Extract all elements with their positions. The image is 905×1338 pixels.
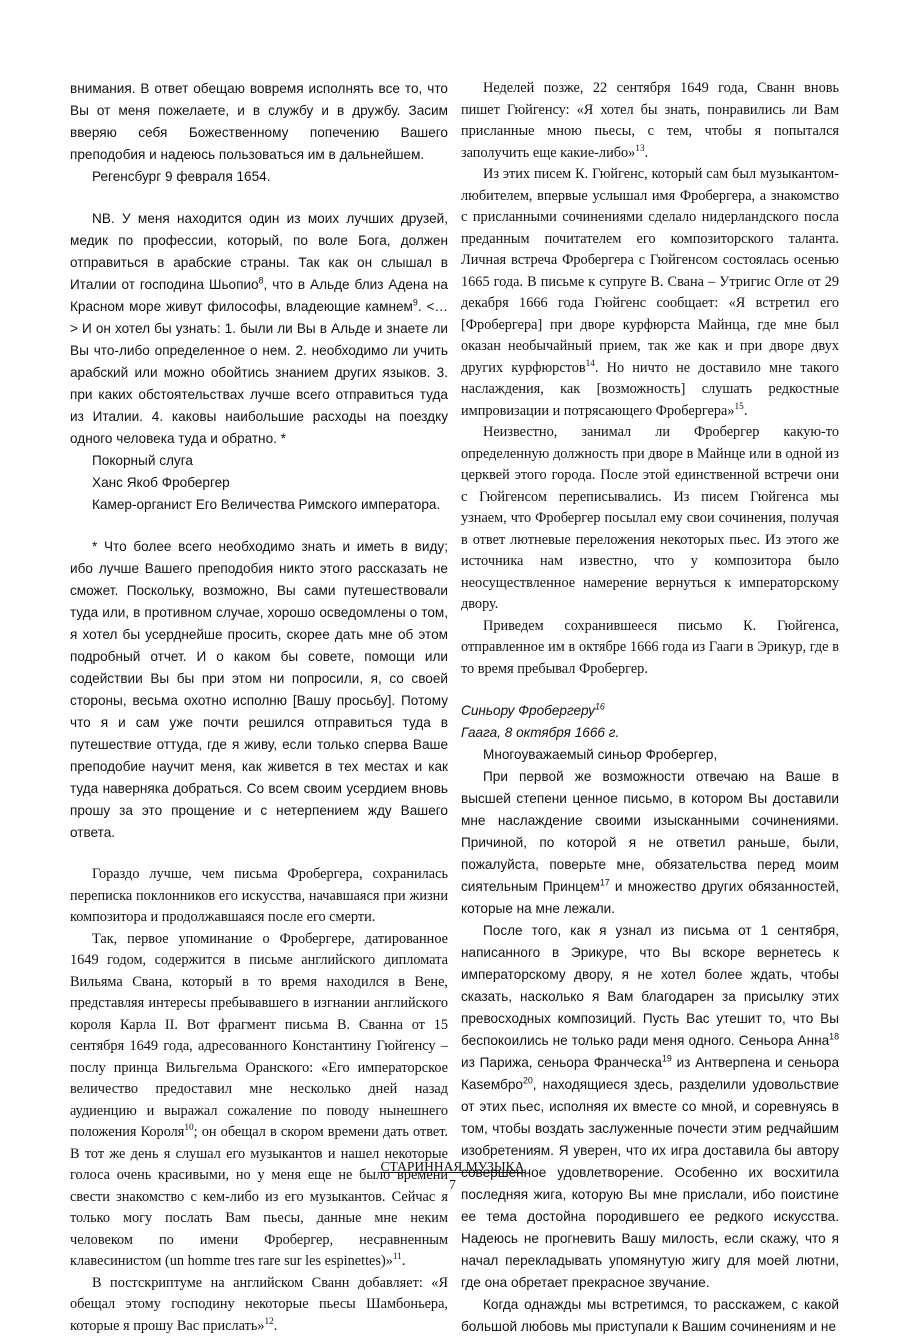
body-paragraph: Неизвестно, занимал ли Фробергер какую-то определенную должность при дворе в Майнце или в одной из церквей этого города. После этой единственной встречи они с Гюйгенсом переписывались. Из писем Гюйгенса мы узнаем, что Фробергер посылал ему свои сочинения, получая в ответ лютневые переложения некоторых пьес. Из этого же источника нам известно, что у композитора было неосуществленное намерение вернуться к императорскому двору. [461, 424, 839, 612]
page-footer [0, 1158, 905, 1194]
body-paragraph: Гораздо лучше, чем письма Фробергера, сохранилась переписка поклонников его искусства, начавшаяся при жизни композитора и продолжавшаяся после его смерти. [70, 866, 448, 925]
right-column [461, 78, 839, 1338]
journal-title: СТАРИННАЯ МУЗЫКА [380, 1159, 525, 1174]
footnote-ref: 11 [392, 1252, 402, 1263]
letter-paragraph: После того, как я узнал из письма от 1 сентября, написанного в Эрикуре, что Вы вскоре вернетесь к императорскому двору, я не хотел более ждать, чтобы сказать, насколько я Вам благодарен за присылку этих превосходных композиций. Пусть Вас утешит то, что Вы беспокоились не только ради меня одного. Сеньора Анна$^{18}$ из Парижа, сеньора Франческа$^{19}$ из Антверпена и сеньора Каѕембро$^{20}$, находящиеся здесь, разделили удовольствие от этих пьес, исполняя их вместе со мной, и соревнуясь в том, чтобы воздать заслуженные почести этим редчайшим изобретениям. Я уверен, что их игра доставила бы автору совершенное удовлетворение. Особенно их восхитила последняя жига, которую Вы мне прислали, ибо поистине ее тема достойна породившего ее редкого искусства. Надеюсь не прогневить Вашу милость, если скажу, что я начал перекладывать упомянутую жигу для моей лютни, где она обретает прекрасное звучание. [461, 923, 839, 1290]
body-paragraph: Приведем сохранившееся письмо К. Гюйгенса, отправленное им в октябре 1666 года из Гааги в Эрикур, где в то время пребывал Фробергер. [461, 617, 839, 677]
footnote-ref: 9 [412, 297, 418, 308]
letter-addressee: Синьору Фробергеру$^{16}$ [461, 701, 605, 718]
letter-place-date: Гаага, 8 октября 1666 г. [461, 725, 620, 740]
footnote-ref: 8 [258, 275, 264, 286]
letter-paragraph: внимания. В ответ обещаю вовремя исполнять все то, что Вы от меня пожелаете, и в службу и в дружбу. Засим вверяю себя Божественному попечению Вашего преподобия и надеюсь пользоваться им в дальнейшем. [70, 81, 448, 162]
footnote-ref: 19 [661, 1053, 672, 1064]
footnote-ref: 15 [734, 401, 744, 412]
letter-date: Регенсбург 9 февраля 1654. [92, 169, 271, 184]
signature-name: Ханс Якоб Фробергер [92, 475, 230, 490]
footnote-ref: 16 [594, 701, 605, 712]
footnote-ref: 12 [264, 1316, 274, 1327]
footnote-ref: 13 [635, 143, 645, 154]
letter-salutation: Многоуважаемый синьор Фробергер, [483, 747, 718, 762]
page-number: 7 [449, 1177, 456, 1192]
body-paragraph: Неделей позже, 22 сентября 1649 года, Сванн вновь пишет Гюйгенсу: «Я хотел бы знать, понравились ли Вам присланные мною пьесы, с тем, чтобы я попытался заполучить еще какие-либо»$^{13}$. [461, 80, 839, 161]
body-paragraph: Так, первое упоминание о Фробергере, датированное 1649 годом, содержится в письме английского дипломата Вильяма Свана, который в то время находился в Вене, представляя интересы пребывавшего в изгнании английского короля Карла II. Вот фрагмент письма В. Сванна от 15 сентября 1649 года, адресованного Константину Гюйгенсу – послу принца Вильгельма Оранского: «Его императорское величество предоставил мне несколько дней назад аудиенцию и выражал сожаление по поводу нынешнего положения Короля$^{10}$; он обещал в скором времени дать ответ. В тот же день я слушал его музыкантов и нашел некоторые голоса очень красивыми, но у меня еще не было времени свести знакомство с кем-либо из его музыкантов. Сейчас я только могу послать Вам пьесы, данные мне неким человеком по имени Фробергер, несравненным клавесинистом (un homme tres rare sur les espinettes)»$^{11}$. [70, 930, 448, 1269]
footnote-ref: 18 [829, 1031, 839, 1042]
body-paragraph: Из этих писем К. Гюйгенс, который сам был музыкантом-любителем, впервые услышал имя Фробергера, а знакомство с присланными сочинениями сделало нидерландского посла преданным почитателем его композиторского таланта. Личная встреча Фробергера с Гюйгенсом состоялась осенью 1665 года. В письме к супруге В. Свана – Утригис Огле от 29 декабря 1666 года Гюйгенс сообщает: «Я встретил его [Фробергера] при дворе курфюрста Майнца, где мне был оказан необычайный прием, так же как и при дворе двух других курфюрстов$^{14}$. Но ничто не доставило мне такого наслаждения, как [возможность] слушать редкостные импровизации и потрясающего Фробергера»$^{15}$. [461, 166, 839, 419]
letter-paragraph: При первой же возможности отвечаю на Ваше в высшей степени ценное письмо, в котором Вы доставили мне наслаждение своими изысканными сочинениями. Причиной, по которой я не ответил раньше, были, пожалуйста, поверьте мне, обязательства перед моим сиятельным Принцем$^{17}$ и множество других обязанностей, которые на мне лежали. [461, 769, 839, 916]
nb-paragraph: NB. У меня находится один из моих лучших друзей, медик по профессии, который, по воле Бога, должен отправиться в арабские страны. Так как он слышал в Италии от господина Шьопио$^8$, что в Альде близ Адена на Красном море живут философы, владеющие камнем$^9$. <…> И он хотел бы узнать: 1. были ли Вы в Альде и знаете ли Вы что-либо определенное о нем. 2. необходимо ли учить арабский или можно обойтись знанием других языков. 3. при каких обстоятельствах лучше всего отправиться туда из Италии. 4. каковы наибольшие расходы на поездку одного человека туда и обратно. * [70, 211, 448, 446]
footnote-ref: 17 [599, 877, 610, 888]
signature-line: Покорный слуга [92, 453, 193, 468]
body-paragraph: В постскриптуме на английском Сванн добавляет: «Я обещал этому господину некоторые пьесы Шамбоньера, которые я прошу Вас прислать»$^{12}$. [70, 1274, 448, 1334]
letter-paragraph: Когда однажды мы встретимся, то расскажем, с какой большой любовь мы приступали к Вашим сочинениям и не [461, 1297, 839, 1334]
footnote-ref: 14 [585, 358, 595, 369]
footnote-ref: 10 [184, 1123, 194, 1134]
asterisk-note: * Что более всего необходимо знать и иметь в виду; ибо лучше Вашего преподобия никто этого рассказать не сможет. Поскольку, возможно, Вы сами путешествовали туда или, в противном случае, хорошо осведомлены о том, я хотел бы усерднейше просить, скорее дать мне об этом подробный отчет. И о каком бы совете, помощи или содействии Вы бы при этом ни попросили, я, со своей стороны, весьма охотно исполню [Вашу просьбу]. Потому что я и сам уже почти решился отправиться туда в путешествие оттуда, где я живу, если только сперва Ваше преподобие научит меня, как живется в тех местах и как туда наверняка добраться. Со всем своим усердием вновь прошу за это прощение и с нетерпением жду Вашего ответа. [70, 539, 448, 840]
signature-title: Камер-органист Его Величества Римского императора. [92, 497, 441, 512]
left-column [70, 78, 448, 1337]
footnote-ref: 20 [522, 1075, 533, 1086]
